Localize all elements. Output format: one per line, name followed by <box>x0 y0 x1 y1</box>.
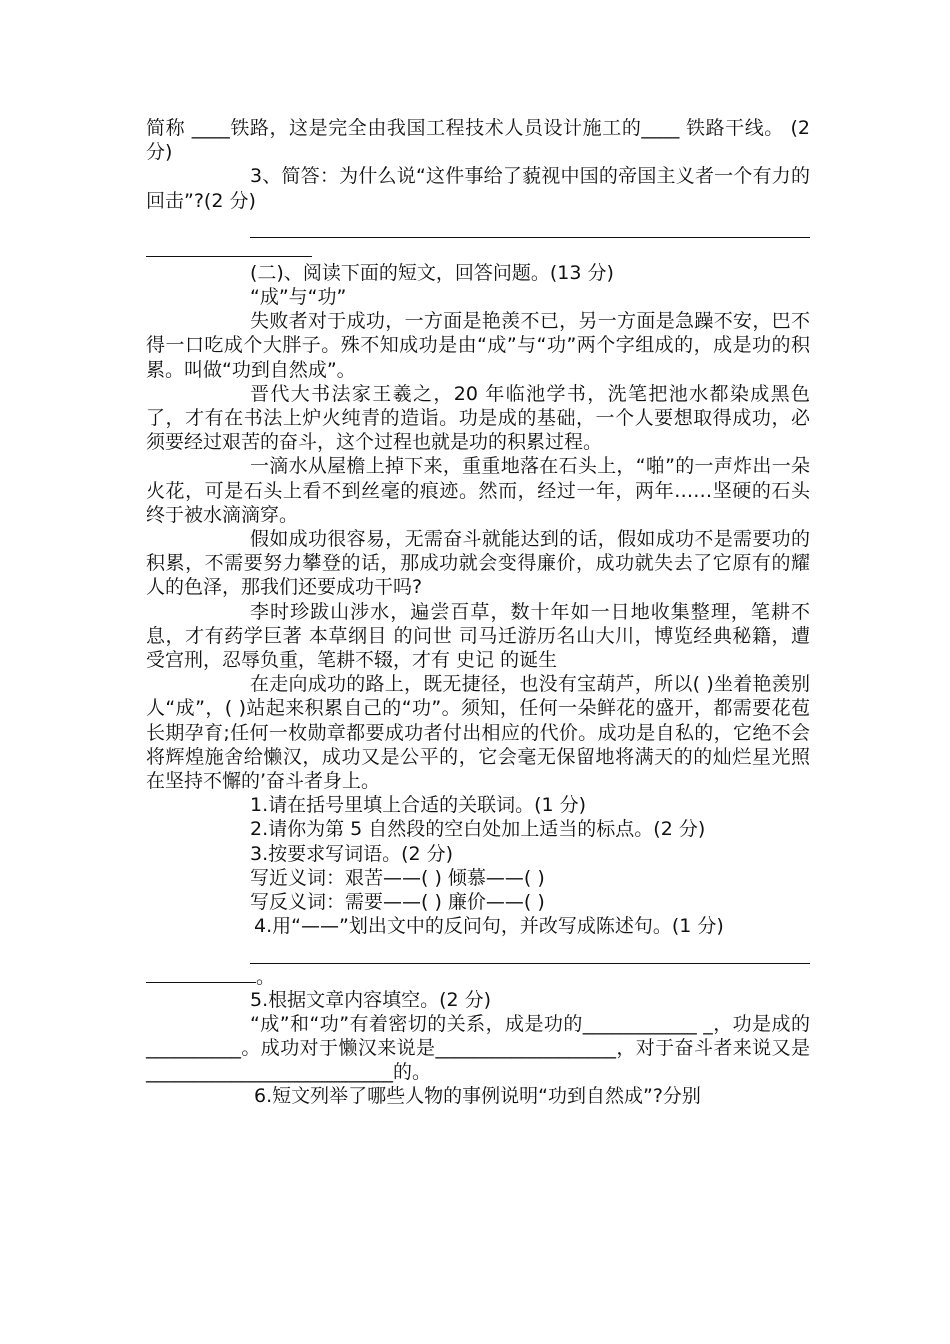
paragraph-2: 晋代大书法家王羲之，20 年临池学书，洗笔把池水都染成黑色了，才有在书法上炉火纯青的造诣。功是成的基础，一个人要想取得成功，必须要经过艰苦的奋斗，这个过程也就是功的积累过程。 <box>146 382 810 454</box>
answer-line-q4[interactable] <box>250 939 810 964</box>
paragraph-1: 失败者对于成功，一方面是艳羡不已，另一方面是急躁不安，巴不得一口吃成个大胖子。殊不知成功是由“成”与“功”两个字组成的，成是功的积累。叫做“功到自然成”。 <box>146 310 810 381</box>
question-3-synonyms: 写近义词：艰苦——( ) 倾慕——( ) <box>250 866 545 889</box>
document-page <box>146 116 817 1109</box>
paragraph-4: 假如成功很容易，无需奋斗就能达到的话，假如成功不是需要功的积累，不需要努力攀登的话，那成功就会变得廉价，成功就失去了它原有的耀人的色泽，那我们还要成功干吗? <box>146 528 810 599</box>
section-2-heading: (二)、阅读下面的短文，回答问题。(13 分) <box>250 261 614 284</box>
question-6: 6.短文列举了哪些人物的事例说明“功到自然成”?分别 <box>254 1085 701 1108</box>
answer-line-q4-tail-row <box>146 964 810 988</box>
question-4: 4.用“——”划出文中的反问句，并改写成陈述句。(1 分) <box>254 915 724 938</box>
question-3-antonyms: 写反义词：需要——( ) 廉价——( ) <box>250 891 545 914</box>
question-2: 2.请你为第 5 自然段的空白处加上适当的标点。(2 分) <box>250 818 706 841</box>
question-5: 5.根据文章内容填空。(2 分) <box>250 988 492 1011</box>
answer-line-q4-tail[interactable] <box>146 964 256 983</box>
question-3: 3.按要求写词语。(2 分) <box>250 842 454 865</box>
answer-line-q4-period: 。 <box>256 965 276 988</box>
question-1: 1.请在括号里填上合适的关联词。(1 分) <box>250 794 587 817</box>
question-3-text: 3、简答：为什么说“这件事给了藐视中国的帝国主义者一个有力的回击”?(2 分) <box>146 165 810 212</box>
paragraph-6: 在走向成功的路上，既无捷径，也没有宝葫芦，所以( )坐着艳羡别人“成”，( )站起来积累自己的“功”。须知，任何一朵鲜花的盛开，都需要花苞长期孕育;任何一枚勋章都要成功者付出相应的代价。成功是自私的，它绝不会将辉煌施舍给懒汉，成功又是公平的，它会毫无保留地将满天的的灿烂星光照在坚持不懈的’奋斗者身上。 <box>146 673 810 793</box>
question-5-fill[interactable]: “成”和“功”有着密切的关系，成是功的____________ _，功是成的__________。成功对于懒汉来说是___________________，对于奋斗者来说又是__________________________的。 <box>146 1012 810 1084</box>
railway-question-text: 简称 ____铁路，这是完全由我国工程技术人员设计施工的____ 铁路干线。 (2 分) <box>146 117 817 164</box>
answer-line-tail[interactable] <box>146 238 312 257</box>
paragraph-5: 李时珍跋山涉水，遍尝百草，数十年如一日地收集整理，笔耕不息，才有药学巨著 本草纲目 的问世 司马迁游历名山大川，博览经典秘籍，遭受宫刑，忍辱负重，笔耕不辍，才有 史记 的诞生 <box>146 600 810 672</box>
article-title: “成”与“功” <box>250 286 347 309</box>
answer-line[interactable] <box>250 213 810 238</box>
paragraph-3: 一滴水从屋檐上掉下来，重重地落在石头上，“啪”的一声炸出一朵火花，可是石头上看不到丝毫的痕迹。然而，经过一年，两年……坚硬的石头终于被水滴滴穿。 <box>146 455 810 526</box>
